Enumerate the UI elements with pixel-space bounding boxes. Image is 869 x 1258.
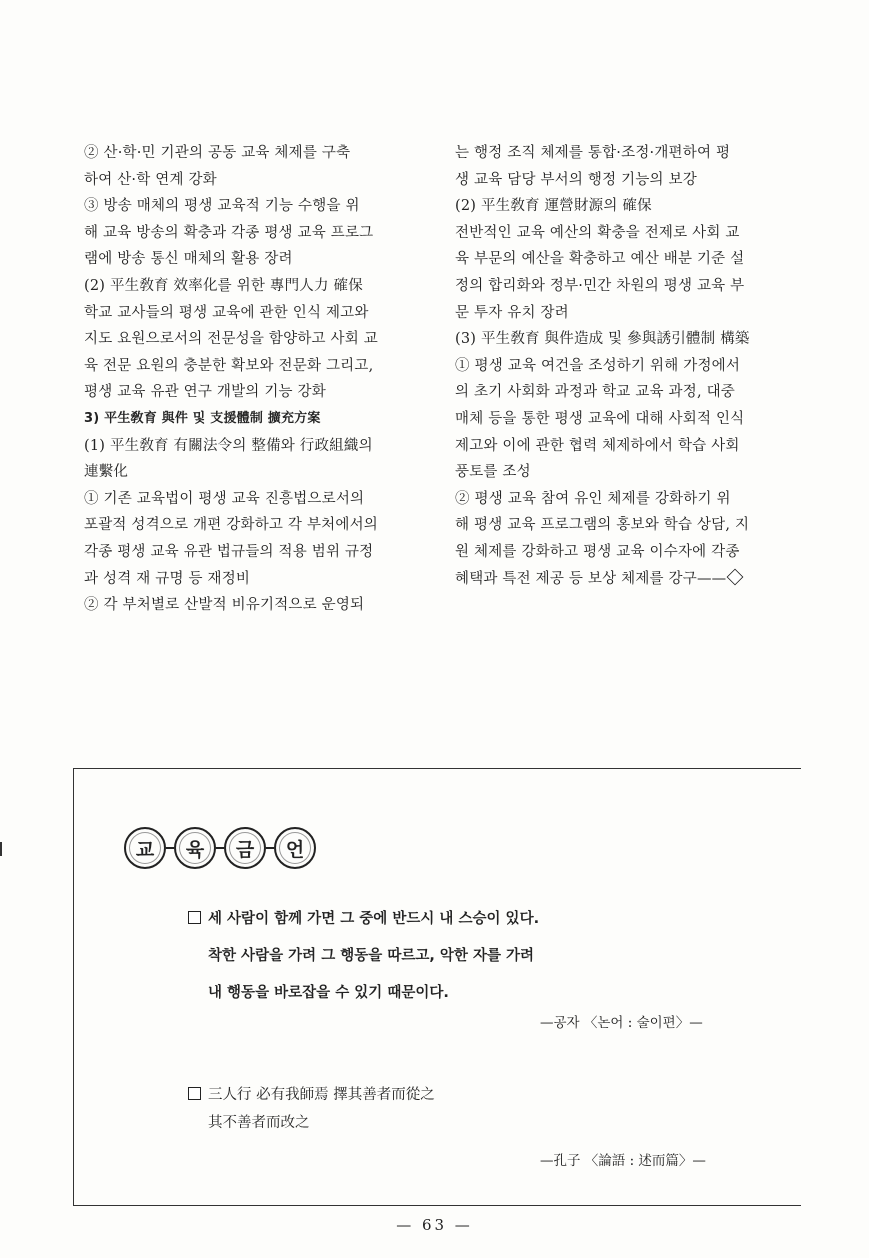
text-line: 문 투자 유치 장려 xyxy=(455,304,569,321)
text-line: 평생 교육 유관 연구 개발의 기능 강화 xyxy=(84,384,326,401)
text-line: ③ 방송 매체의 평생 교육적 기능 수행을 위 xyxy=(84,198,360,215)
quote-line xyxy=(188,901,539,938)
text-line: 포괄적 성격으로 개편 강화하고 각 부처에서의 xyxy=(84,517,378,534)
text-line: 의 초기 사회화 과정과 학교 교육 과정, 대중 xyxy=(455,384,735,401)
title-badge: 교 xyxy=(124,827,166,869)
text-line: ② 산·학·민 기관의 공동 교육 체제를 구축 xyxy=(84,145,351,161)
diamond-end-icon xyxy=(727,568,744,585)
text-line-last xyxy=(455,566,795,593)
quote-source: —孔子 〈論語 : 述而篇〉— xyxy=(540,1153,706,1169)
korean-quote xyxy=(188,901,539,1012)
hanja-quote xyxy=(188,1081,435,1137)
text-line: 생 교육 담당 부서의 행정 기능의 보강 xyxy=(455,171,697,188)
quote-line xyxy=(188,1081,435,1109)
text-line: 풍토를 조성 xyxy=(455,464,531,481)
right-column xyxy=(455,140,795,592)
margin-mark xyxy=(0,842,2,856)
text-line: ② 각 부처별로 산발적 비유기적으로 운영되 xyxy=(84,597,365,614)
text-line: 원 체제를 강화하고 평생 교육 이수자에 각종 xyxy=(455,543,740,560)
quote-line: 其不善者而改之 xyxy=(208,1115,310,1131)
text-line: 정의 합리화와 정부·민간 차원의 평생 교육 부 xyxy=(455,277,745,294)
quote-text: 세 사람이 함께 가면 그 중에 반드시 내 스승이 있다. xyxy=(208,911,540,927)
text-line: 전반적인 교육 예산의 확충을 전제로 사회 교 xyxy=(455,224,740,241)
left-column xyxy=(84,140,424,619)
quote-text: 三人行 必有我師焉 擇其善者而從之 xyxy=(208,1087,435,1103)
text-line: 육 전문 요원의 충분한 확보와 전문화 그리고, xyxy=(84,357,374,374)
text-line: 과 성격 재 규명 등 재정비 xyxy=(84,570,251,587)
text-line: 육 부문의 예산을 확충하고 예산 배분 기준 설 xyxy=(455,251,745,268)
badge-connector xyxy=(216,847,224,849)
section-heading: (3) 平生敎育 與件造成 및 參與誘引體制 構築 xyxy=(455,331,750,348)
title-badge: 금 xyxy=(224,827,266,869)
quote-source: —공자 〈논어 : 술이편〉— xyxy=(540,1015,703,1031)
checkbox-icon xyxy=(188,911,201,924)
text-line: 각종 평생 교육 유관 법규들의 적용 범위 규정 xyxy=(84,543,374,560)
quote-line: 착한 사람을 가려 그 행동을 따르고, 악한 자를 가려 xyxy=(208,948,535,964)
text-line: 램에 방송 통신 매체의 활용 장려 xyxy=(84,251,293,268)
text-line: 학교 교사들의 평생 교육에 관한 인식 제고와 xyxy=(84,304,369,321)
page-number: — 63 — xyxy=(396,1216,473,1234)
text-line: 해 평생 교육 프로그램의 홍보와 학습 상담, 지 xyxy=(455,517,750,534)
title-badge: 언 xyxy=(274,827,316,869)
quote-line: 내 행동을 바로잡을 수 있기 때문이다. xyxy=(208,985,449,1001)
text-line: 제고와 이에 관한 협력 체제하에서 학습 사회 xyxy=(455,437,740,454)
checkbox-icon xyxy=(188,1087,201,1100)
text-line: 매체 등을 통한 평생 교육에 대해 사회적 인식 xyxy=(455,410,745,427)
section-heading: (1) 平生敎育 有關法令의 整備와 行政組織의 xyxy=(84,437,373,454)
text-line: 해 교육 방송의 확충과 각종 평생 교육 프로그 xyxy=(84,224,374,241)
box-title-badges xyxy=(124,827,316,869)
text-line: ② 평생 교육 참여 유인 체제를 강화하기 위 xyxy=(455,490,731,507)
text-line: ① 기존 교육법이 평생 교육 진흥법으로서의 xyxy=(84,490,365,507)
major-heading: 3) 平生敎育 與件 및 支援體制 擴充方案 xyxy=(84,410,321,426)
badge-connector xyxy=(166,847,174,849)
section-heading: (2) 平生敎育 效率化를 위한 專門人力 確保 xyxy=(84,277,363,294)
title-badge: 육 xyxy=(174,827,216,869)
text-line: 는 행정 조직 체제를 통합·조정·개편하여 평 xyxy=(455,145,731,161)
section-heading: (2) 平生敎育 運營財源의 確保 xyxy=(455,198,652,215)
badge-connector xyxy=(266,847,274,849)
text-line: 지도 요원으로서의 전문성을 함양하고 사회 교 xyxy=(84,331,378,348)
text-line: ① 평생 교육 여건을 조성하기 위해 가정에서 xyxy=(455,357,741,374)
text-line: 혜택과 특전 제공 등 보상 체제를 강구—— xyxy=(455,570,727,587)
section-heading: 連繫化 xyxy=(84,464,129,481)
quote-box xyxy=(73,768,801,1206)
text-line: 하여 산·학 연계 강화 xyxy=(84,171,217,188)
